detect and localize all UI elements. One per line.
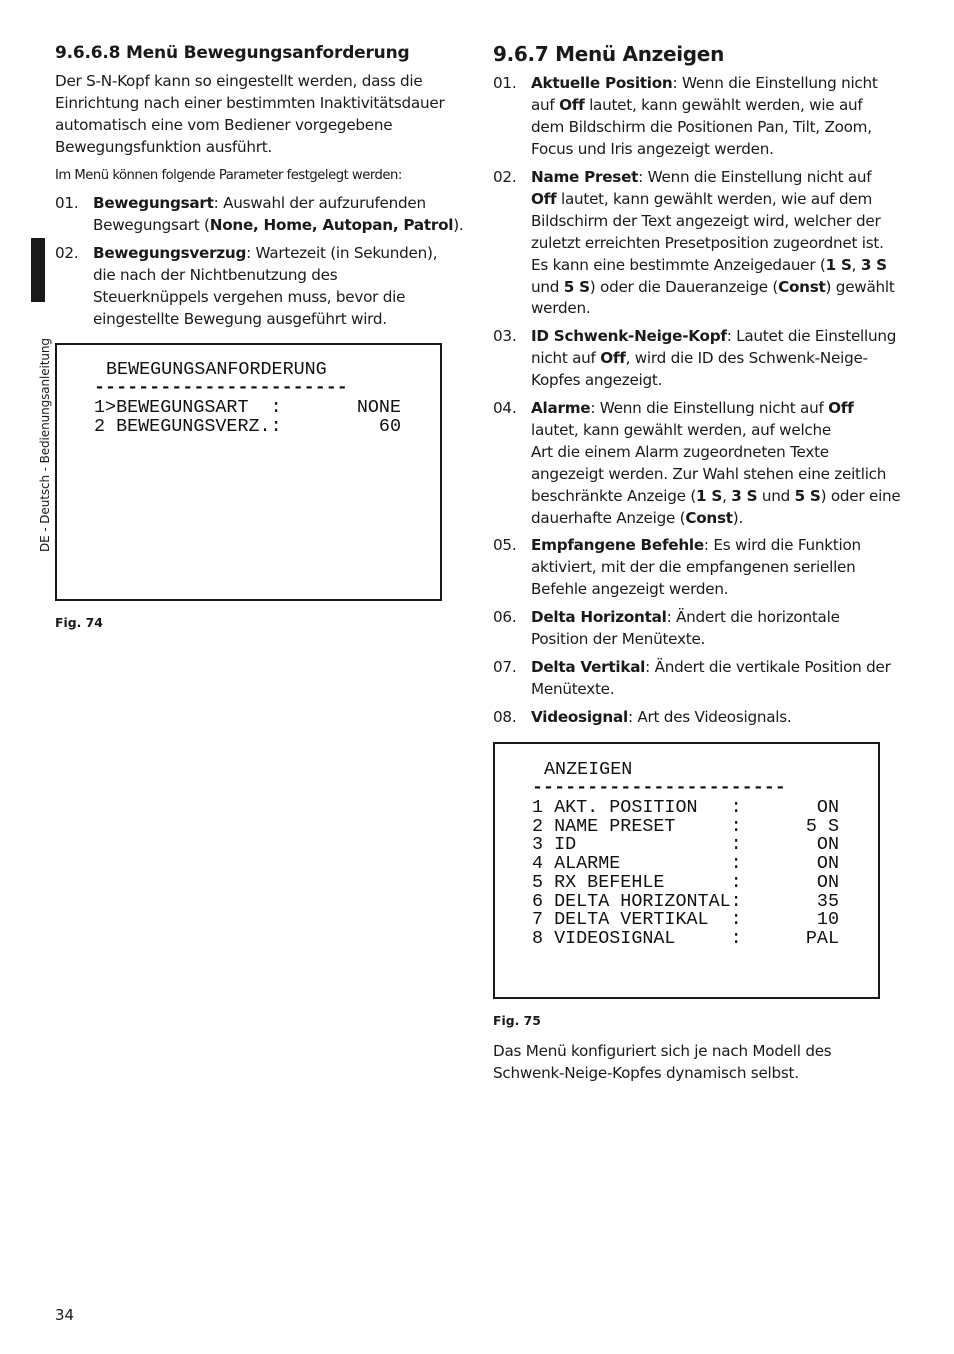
item-text: : Wenn die Einstellung nicht	[672, 74, 878, 92]
item-line	[531, 535, 903, 557]
item-term: Off	[828, 399, 854, 417]
section-heading-anzeigen: 9.6.7 Menü Anzeigen	[493, 42, 725, 66]
item-term: 1 S	[825, 255, 852, 274]
list-item	[493, 398, 903, 529]
item-text: Steuerknüppels vergehen muss, bevor die	[93, 287, 406, 306]
item-line	[531, 326, 903, 348]
item-line	[531, 139, 903, 161]
item-line	[531, 420, 903, 442]
item-text: ) oder die Daueranzeige (	[589, 277, 779, 296]
item-line	[531, 95, 903, 117]
osd-row-value: ON	[816, 871, 839, 893]
list-item	[493, 73, 903, 161]
item-term: Empfangene Befehle	[531, 536, 704, 554]
osd-row-value: ON	[816, 834, 839, 856]
item-text: und	[531, 277, 564, 296]
item-term: Delta Horizontal	[531, 608, 667, 626]
osd-row-label: 6 DELTA HORIZONTAL:	[532, 890, 742, 912]
intro-paragraph	[55, 71, 465, 159]
item-number: 06.	[493, 608, 517, 626]
item-text: auf	[531, 95, 560, 114]
item-number: 02.	[55, 244, 79, 262]
item-text: zuletzt erreichten Presetposition zugeordnet ist.	[531, 233, 884, 252]
item-line	[531, 167, 903, 189]
item-text: lautet, kann gewählt werden, wie auf	[584, 95, 863, 114]
item-text: ,	[722, 486, 732, 505]
closing-line: Schwenk-Neige-Kopfes dynamisch selbst.	[493, 1063, 799, 1082]
osd-screen-bewegung	[55, 343, 442, 601]
osd-title: ANZEIGEN	[544, 759, 633, 780]
item-line	[531, 607, 903, 629]
item-line	[531, 557, 903, 579]
item-term: 3 S	[860, 255, 887, 274]
item-line	[531, 508, 903, 530]
item-line	[531, 277, 903, 299]
sidebar-label: DE - Deutsch - Bedienungsanleitung	[38, 338, 52, 552]
item-text: Focus und Iris angezeigt werden.	[531, 139, 774, 158]
item-text: angezeigt werden. Zur Wahl stehen eine zeitlich	[531, 464, 887, 483]
item-term: 3 S	[731, 486, 758, 505]
item-text: Position der Menütexte.	[531, 629, 706, 648]
item-text: eingestellte Bewegung ausgeführt wird.	[93, 309, 387, 328]
item-line	[531, 398, 903, 420]
item-line	[531, 233, 903, 255]
item-text: dauerhafte Anzeige (	[531, 508, 686, 527]
osd-rule: -----------------------	[532, 777, 786, 798]
item-text: ).	[453, 215, 464, 234]
item-number: 08.	[493, 708, 517, 726]
item-text: dem Bildschirm die Positionen Pan, Tilt, Zoom,	[531, 117, 872, 136]
intro-line: Bewegungsfunktion ausführt.	[55, 137, 273, 156]
osd-row-label: 8 VIDEOSIGNAL :	[532, 927, 742, 949]
item-line	[531, 657, 903, 679]
item-options: None, Home, Autopan, Patrol	[209, 215, 454, 234]
item-text: aktiviert, mit der die empfangenen seriellen	[531, 557, 856, 576]
item-text: und	[757, 486, 795, 505]
closing-line: Das Menü konfiguriert sich je nach Modell des	[493, 1042, 832, 1060]
item-line	[531, 298, 903, 320]
item-text: ,	[851, 255, 861, 274]
section-heading-bewegung: 9.6.6.8 Menü Bewegungsanforderung	[55, 43, 410, 63]
list-item	[493, 167, 903, 320]
item-number: 02.	[493, 168, 517, 186]
figure-caption: Fig. 75	[493, 1013, 541, 1028]
sidebar-marker	[31, 238, 45, 302]
osd-row-label: 1 AKT. POSITION :	[532, 797, 742, 818]
intro-line: automatisch eine vom Bediener vorgegebene	[55, 115, 393, 134]
item-line	[531, 679, 903, 701]
item-text: nicht auf	[531, 348, 601, 367]
osd-row-value: ON	[816, 853, 839, 875]
item-term: Bewegungsverzug	[93, 244, 247, 262]
item-line	[531, 189, 903, 211]
item-number: 04.	[493, 399, 517, 417]
item-text: Bewegungsart (	[93, 215, 210, 234]
list-item	[493, 326, 903, 392]
item-text: Menütexte.	[531, 679, 615, 698]
item-term: Videosignal	[531, 708, 628, 726]
osd-row-label: 3 ID :	[532, 834, 742, 856]
item-term: Bewegungsart	[93, 194, 214, 212]
item-text: : Wenn die Einstellung nicht auf	[590, 399, 829, 417]
item-text: : Wenn die Einstellung nicht auf	[638, 168, 872, 186]
item-text: : Ändert die horizontale	[666, 608, 840, 626]
item-line	[531, 442, 903, 464]
osd-row-label: 7 DELTA VERTIKAL :	[532, 909, 742, 931]
item-text: lautet, kann gewählt werden, wie auf dem	[556, 189, 872, 208]
item-text: , wird die ID des Schwenk-Neige-	[625, 348, 868, 367]
osd-row-value: 35	[816, 890, 839, 912]
item-text: die nach der Nichtbenutzung des	[93, 265, 338, 284]
osd-row-label: 5 RX BEFEHLE :	[532, 871, 742, 893]
item-term: Alarme	[531, 399, 591, 417]
list-item	[55, 243, 465, 333]
item-line	[531, 629, 903, 651]
item-term: Off	[531, 189, 557, 208]
item-term: Const	[778, 277, 826, 296]
osd-row-value: NONE	[356, 397, 401, 418]
osd-row-label: 2 NAME PRESET :	[532, 815, 742, 837]
list-item	[55, 193, 465, 237]
osd-row-label: 2 BEWEGUNGSVERZ.:	[94, 416, 282, 437]
item-line	[531, 464, 903, 486]
item-text: Art die einem Alarm zugeordneten Texte	[531, 442, 829, 461]
osd-row-value: 5 S	[805, 815, 839, 837]
osd-row-value: PAL	[805, 927, 839, 949]
item-line	[531, 579, 903, 601]
item-term: ID Schwenk-Neige-Kopf	[531, 327, 727, 345]
item-term: Off	[559, 95, 585, 114]
item-line	[531, 348, 903, 370]
osd-rule: -----------------------	[94, 377, 348, 398]
item-number: 07.	[493, 658, 517, 676]
item-text: Es kann eine bestimmte Anzeigedauer (	[531, 255, 826, 274]
item-line	[531, 73, 903, 95]
list-item	[493, 535, 903, 601]
intro-line: Einrichtung nach einer bestimmten Inaktivitätsdauer	[55, 93, 445, 112]
osd-title: BEWEGUNGSANFORDERUNG	[106, 359, 327, 380]
item-number: 01.	[55, 194, 79, 212]
item-text: lautet, kann gewählt werden, auf welche	[531, 420, 831, 439]
osd-row-value: ON	[816, 797, 839, 818]
item-text: ) oder eine	[820, 486, 901, 505]
item-term: 1 S	[696, 486, 723, 505]
closing-paragraph	[493, 1041, 903, 1085]
item-term: Off	[600, 348, 626, 367]
item-line	[531, 255, 903, 277]
item-term: 5 S	[794, 486, 821, 505]
item-term: Delta Vertikal	[531, 658, 646, 676]
osd-screen-anzeigen	[493, 742, 880, 999]
item-text: Befehle angezeigt werden.	[531, 579, 729, 598]
item-text: Kopfes angezeigt.	[531, 370, 663, 389]
item-number: 05.	[493, 536, 517, 554]
item-number: 01.	[493, 74, 517, 92]
item-text: : Ändert die vertikale Position der	[645, 658, 891, 676]
item-text: : Lautet die Einstellung	[726, 327, 897, 345]
item-line	[531, 707, 903, 729]
osd-row-value: 10	[816, 909, 839, 931]
item-term: 5 S	[563, 277, 590, 296]
item-text: ) gewählt	[825, 277, 895, 296]
list-item	[493, 707, 903, 729]
list-item	[493, 607, 903, 651]
figure-caption: Fig. 74	[55, 615, 103, 630]
item-line	[531, 117, 903, 139]
page-number: 34	[55, 1306, 75, 1324]
item-line	[531, 486, 903, 508]
list-item	[493, 657, 903, 701]
item-term: Aktuelle Position	[531, 74, 673, 92]
item-line	[531, 370, 903, 392]
item-text: ).	[732, 508, 744, 527]
item-text: werden.	[531, 299, 591, 318]
intro-line: Der S-N-Kopf kann so eingestellt werden, dass die	[55, 72, 423, 90]
item-term: Const	[685, 508, 733, 527]
item-text: : Es wird die Funktion	[703, 536, 861, 554]
item-term: Name Preset	[531, 168, 639, 186]
item-text: : Wartezeit (in Sekunden),	[246, 244, 438, 262]
item-text: : Auswahl der aufzurufenden	[213, 194, 426, 212]
item-text: Bildschirm der Text angezeigt wird, welcher der	[531, 211, 881, 230]
osd-row-value: 60	[378, 416, 401, 437]
osd-row-label: 1>BEWEGUNGSART :	[94, 397, 282, 418]
item-line	[531, 211, 903, 233]
osd-row-label: 4 ALARME :	[532, 853, 742, 875]
item-text: beschränkte Anzeige (	[531, 486, 697, 505]
item-text: : Art des Videosignals.	[627, 708, 792, 726]
item-number: 03.	[493, 327, 517, 345]
parameter-note: Im Menü können folgende Parameter festgelegt werden:	[55, 168, 402, 183]
